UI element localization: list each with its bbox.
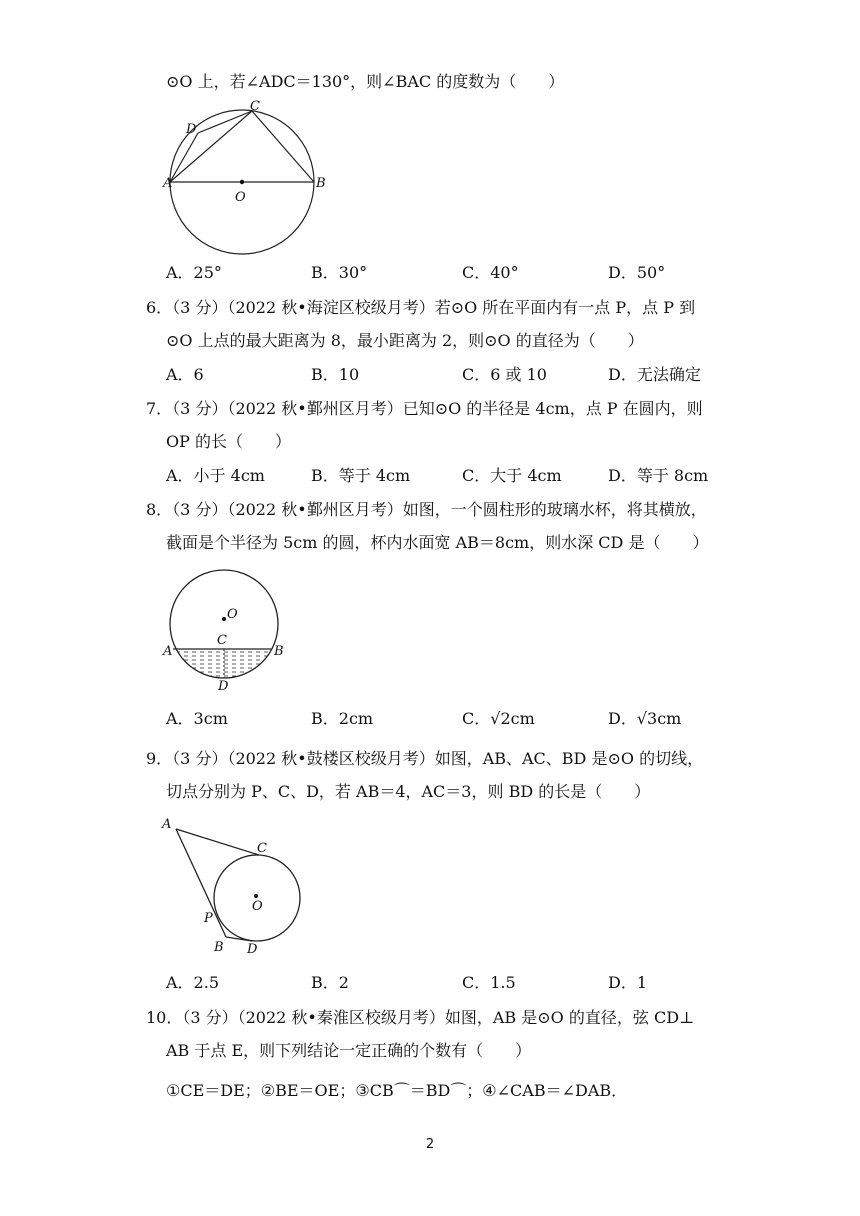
q9-label-b: B [214,940,224,955]
q8-label-a: A [163,644,173,659]
q5-options [166,262,766,284]
q7-options [166,465,766,487]
q5-label-o: O [235,190,246,205]
q6-line1: 6．（3 分）（2022 秋•海淀区校级月考）若⊙O 所在平面内有一点 P，点 P 到 [146,298,696,317]
q9-tangent-ac [176,829,259,855]
q5-figure [160,100,340,260]
q10-statements: ①CE＝DE；②BE＝OE；③CB⌒＝BD⌒；④∠CAB＝∠DAB． [166,1081,628,1100]
q5-option-a[interactable]: A．25° [166,263,222,282]
q9-option-c[interactable]: C．1.5 [462,973,516,992]
q8-option-a[interactable]: A．3cm [166,709,228,728]
q6-line2: ⊙O 上点的最大距离为 8，最小距离为 2，则⊙O 的直径为（ ） [166,331,644,350]
q5-label-b: B [316,176,326,191]
q9-tangent-ab [176,829,226,937]
q7-line1: 7．（3 分）（2022 秋•鄞州区月考）已知⊙O 的半径是 4cm，点 P 在圆内，则 [146,399,703,418]
q9-label-d: D [247,942,258,957]
q10-line1: 10．（3 分）（2022 秋•秦淮区校级月考）如图，AB 是⊙O 的直径，弦 CD⊥ [146,1008,695,1027]
q10-line2: AB 于点 E，则下列结论一定正确的个数有（ ） [166,1041,532,1060]
q9-option-b[interactable]: B．2 [311,973,349,992]
q5-option-d[interactable]: D．50° [608,263,666,282]
q7-line2: OP 的长（ ） [166,432,291,451]
q9-figure [160,812,310,962]
q6-option-d[interactable]: D．无法确定 [608,365,701,384]
q8-options [166,708,766,730]
q8-option-c[interactable]: C．√2cm [462,709,535,728]
q9-line1: 9．（3 分）（2022 秋•鼓楼区校级月考）如图，AB、AC、BD 是⊙O 的切线， [146,749,704,768]
q6-options [166,364,766,386]
q9-label-p: P [204,911,213,926]
q7-option-d[interactable]: D．等于 8cm [608,466,709,485]
q9-circle [214,855,300,941]
q5-label-d: D [186,122,197,137]
q6-option-a[interactable]: A．6 [166,365,204,384]
q7-option-a[interactable]: A．小于 4cm [166,466,265,485]
q5-label-a: A [163,176,173,191]
q9-option-a[interactable]: A．2.5 [166,973,220,992]
q9-label-o: O [252,899,263,914]
q7-option-c[interactable]: C．大于 4cm [462,466,562,485]
q8-figure [160,562,300,702]
q7-option-b[interactable]: B．等于 4cm [311,466,411,485]
q8-option-b[interactable]: B．2cm [311,709,374,728]
q5-chord-ac [170,111,252,182]
q5-stem: ⊙O 上，若∠ADC＝130°，则∠BAC 的度数为（ ） [166,72,565,91]
q8-label-b: B [274,644,284,659]
q8-label-c: C [217,633,227,648]
q8-option-d[interactable]: D．√3cm [608,709,682,728]
q9-label-c: C [257,841,267,856]
q5-label-c: C [250,100,260,114]
q5-option-b[interactable]: B．30° [311,263,368,282]
q8-label-d: D [218,679,229,694]
q9-line2: 切点分别为 P、C、D，若 AB＝4，AC＝3，则 BD 的长是（ ） [166,782,651,801]
q6-option-c[interactable]: C．6 或 10 [462,365,547,384]
q9-center-dot [254,894,258,898]
q5-center-dot [240,180,244,184]
q8-center-dot [222,617,226,621]
q5-chord-dc [198,111,252,133]
q8-line2: 截面是个半径为 5cm 的圆，杯内水面宽 AB＝8cm，则水深 CD 是（ ） [166,533,709,552]
q5-option-c[interactable]: C．40° [462,263,519,282]
q9-option-d[interactable]: D．1 [608,973,648,992]
q8-label-o: O [227,607,238,622]
q8-line1: 8．（3 分）（2022 秋•鄞州区月考）如图，一个圆柱形的玻璃水杯，将其横放， [146,500,707,519]
q9-label-a: A [162,817,172,832]
q6-option-b[interactable]: B．10 [311,365,360,384]
q9-options [166,972,766,994]
page-number: 2 [425,1137,435,1152]
